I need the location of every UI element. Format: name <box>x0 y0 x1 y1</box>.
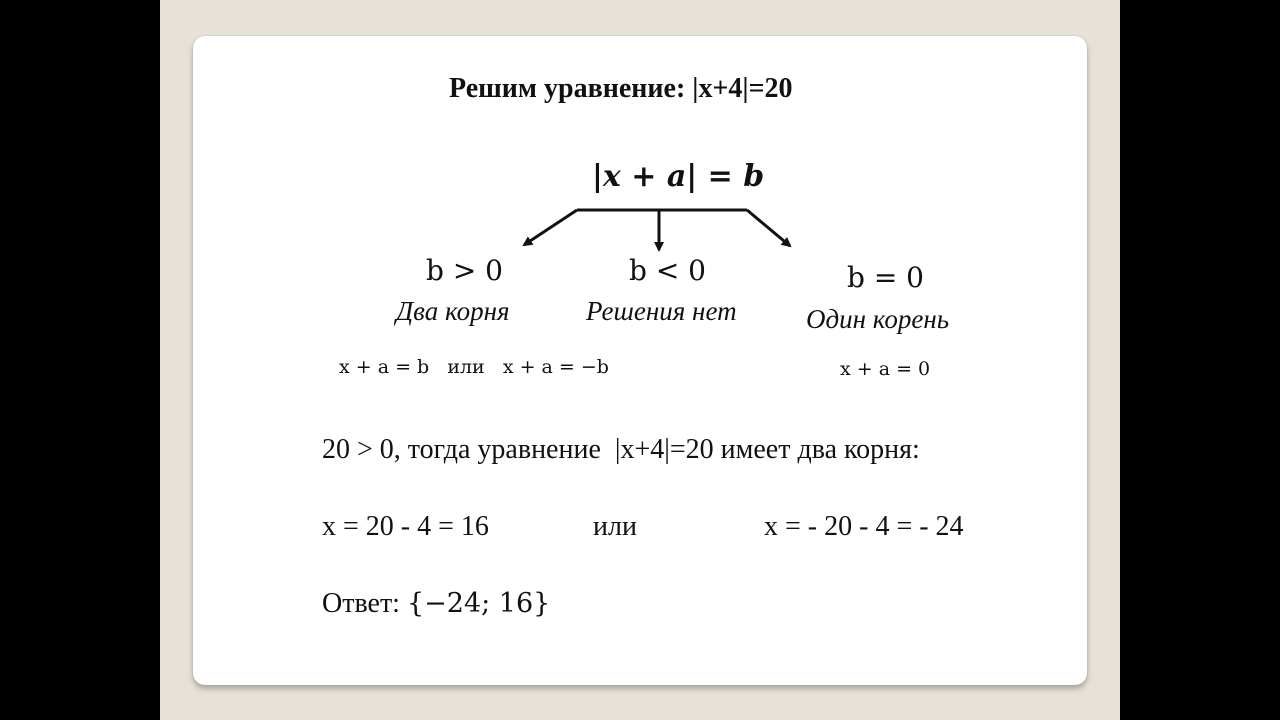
answer-set: {−24; 16} <box>406 588 551 619</box>
solution-second: x = - 20 - 4 = - 24 <box>764 511 964 542</box>
answer-label: Ответ: <box>322 588 400 619</box>
label-no-solution: Решения нет <box>586 296 737 326</box>
condition-zero: b = 0 <box>847 261 924 294</box>
condition-negative: b < 0 <box>629 254 706 287</box>
solution-first: x = 20 - 4 = 16 <box>322 511 489 542</box>
condition-positive: b > 0 <box>426 254 503 287</box>
answer-line <box>322 588 550 620</box>
branch-arrow-right <box>747 210 790 246</box>
equation-one-root: x + a = 0 <box>840 358 931 380</box>
label-two-roots: Два корня <box>396 296 510 326</box>
solution-or: или <box>593 511 637 542</box>
slide-title: Решим уравнение: |x+4|=20 <box>449 73 793 104</box>
label-one-root: Один корень <box>806 304 950 334</box>
equation-two-roots: x + a = b или x + a = −b <box>339 356 609 378</box>
statement-line: 20 > 0, тогда уравнение |x+4|=20 имеет два корня: <box>322 434 920 465</box>
general-formula: |x + a| = b <box>592 159 765 194</box>
branch-arrow-left <box>524 210 577 245</box>
